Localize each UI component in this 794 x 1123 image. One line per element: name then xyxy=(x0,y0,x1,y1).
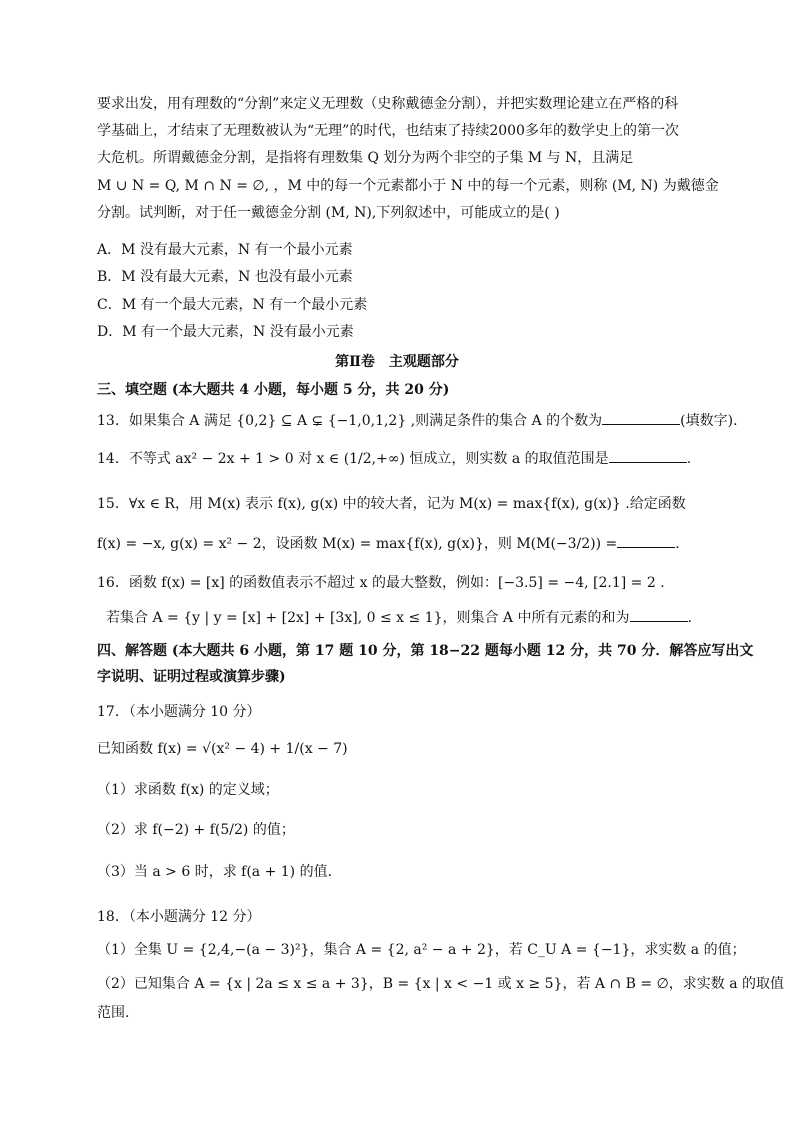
option-c: C．M 有一个最大元素，N 有一个最小元素 xyxy=(97,297,368,313)
q17-part-3: （3）当 a > 6 时，求 f(a + 1) 的值． xyxy=(97,864,342,880)
question-13 xyxy=(97,410,738,431)
option-b: B．M 没有最大元素，N 也没有最小元素 xyxy=(97,269,353,285)
q14-text: 14．不等式 ax² − 2x + 1 > 0 对 x ∈ (1/2,+∞) 恒成立，则实数 a 的取值范围是 xyxy=(97,451,609,467)
option-d: D．M 有一个最大元素，N 没有最小元素 xyxy=(97,324,354,340)
q13-suffix: (填数字). xyxy=(680,413,738,429)
q17-stem: 已知函数 f(x) = √(x² − 4) + 1/(x − 7) xyxy=(97,741,348,757)
q17-part-2: （2）求 f(−2) + f(5/2) 的值； xyxy=(97,822,295,838)
intro-line-5: 分割。试判断，对于任一戴德金分割 (M, N),下列叙述中，可能成立的是( ) xyxy=(97,205,560,221)
q15-text: f(x) = −x, g(x) = x² − 2，设函数 M(x) = max{f(x), g(x)}，则 M(M(−3/2)) = xyxy=(97,536,618,552)
intro-line-2: 学基础上，才结束了无理数被认为“无理”的时代，也结束了持续2000多年的数学史上的第一次 xyxy=(97,123,679,139)
q18-part-1: （1）全集 U = {2,4,−(a − 3)²}，集合 A = {2, a² − a + 2}，若 C_U A = {−1}，求实数 a 的值； xyxy=(97,942,746,958)
q16-answer-blank xyxy=(630,607,688,622)
q16-text: 若集合 A = {y | y = [x] + [2x] + [3x], 0 ≤ x ≤ 1}，则集合 A 中所有元素的和为 xyxy=(106,610,630,626)
intro-line-1: 要求出发，用有理数的“分割”来定义无理数（史称戴德金分割），并把实数理论建立在严格的科 xyxy=(97,96,679,112)
section4-heading-line-1: 四、解答题 (本大题共 6 小题，第 17 题 10 分，第 18−22 题每小题 12 分，共 70 分．解答应写出文 xyxy=(97,643,754,659)
q17-part-1: （1）求函数 f(x) 的定义域； xyxy=(97,782,279,798)
q13-text: 13．如果集合 A 满足 {0,2} ⊆ A ⊊ {−1,0,1,2} ,则满足条件的集合 A 的个数为 xyxy=(97,413,603,429)
q14-suffix: . xyxy=(686,451,692,467)
q14-answer-blank xyxy=(609,448,687,463)
section3-heading: 三、填空题 (本大题共 4 小题，每小题 5 分，共 20 分) xyxy=(97,382,450,398)
q17-title: 17．（本小题满分 10 分） xyxy=(97,704,261,720)
q18-part-2-line-1: （2）已知集合 A = {x | 2a ≤ x ≤ a + 3}，B = {x | x < −1 或 x ≥ 5}，若 A ∩ B = ∅，求实数 a 的取值 xyxy=(97,976,785,992)
q13-answer-blank xyxy=(602,410,680,425)
q15-answer-blank xyxy=(617,533,675,548)
question-16-line-1: 16．函数 f(x) = [x] 的函数值表示不超过 x 的最大整数，例如：[−3.5] = −4, [2.1] = 2 . xyxy=(97,575,665,591)
q16-suffix: . xyxy=(687,610,692,626)
option-a: A．M 没有最大元素，N 有一个最小元素 xyxy=(97,242,353,258)
q18-part-2-line-2: 范围. xyxy=(97,1005,130,1021)
question-15-line-1: 15．∀x ∈ R，用 M(x) 表示 f(x), g(x) 中的较大者，记为 M(x) = max{f(x), g(x)} .给定函数 xyxy=(97,496,686,512)
part2-title: 第Ⅱ卷 主观题部分 xyxy=(335,354,459,370)
question-14 xyxy=(97,448,691,469)
q15-suffix: . xyxy=(675,536,680,552)
intro-line-3: 大危机。所谓戴德金分割，是指将有理数集 Q 划分为两个非空的子集 M 与 N，且满足 xyxy=(97,150,634,166)
question-16-line-2 xyxy=(106,607,692,628)
question-15-line-2 xyxy=(97,533,680,554)
q18-title: 18．（本小题满分 12 分） xyxy=(97,909,261,925)
section4-heading-line-2: 字说明、证明过程或演算步骤) xyxy=(97,669,286,685)
intro-line-4: M ∪ N = Q, M ∩ N = ∅, ，M 中的每一个元素都小于 N 中的每一个元素，则称 (M, N) 为戴德金 xyxy=(97,178,719,194)
